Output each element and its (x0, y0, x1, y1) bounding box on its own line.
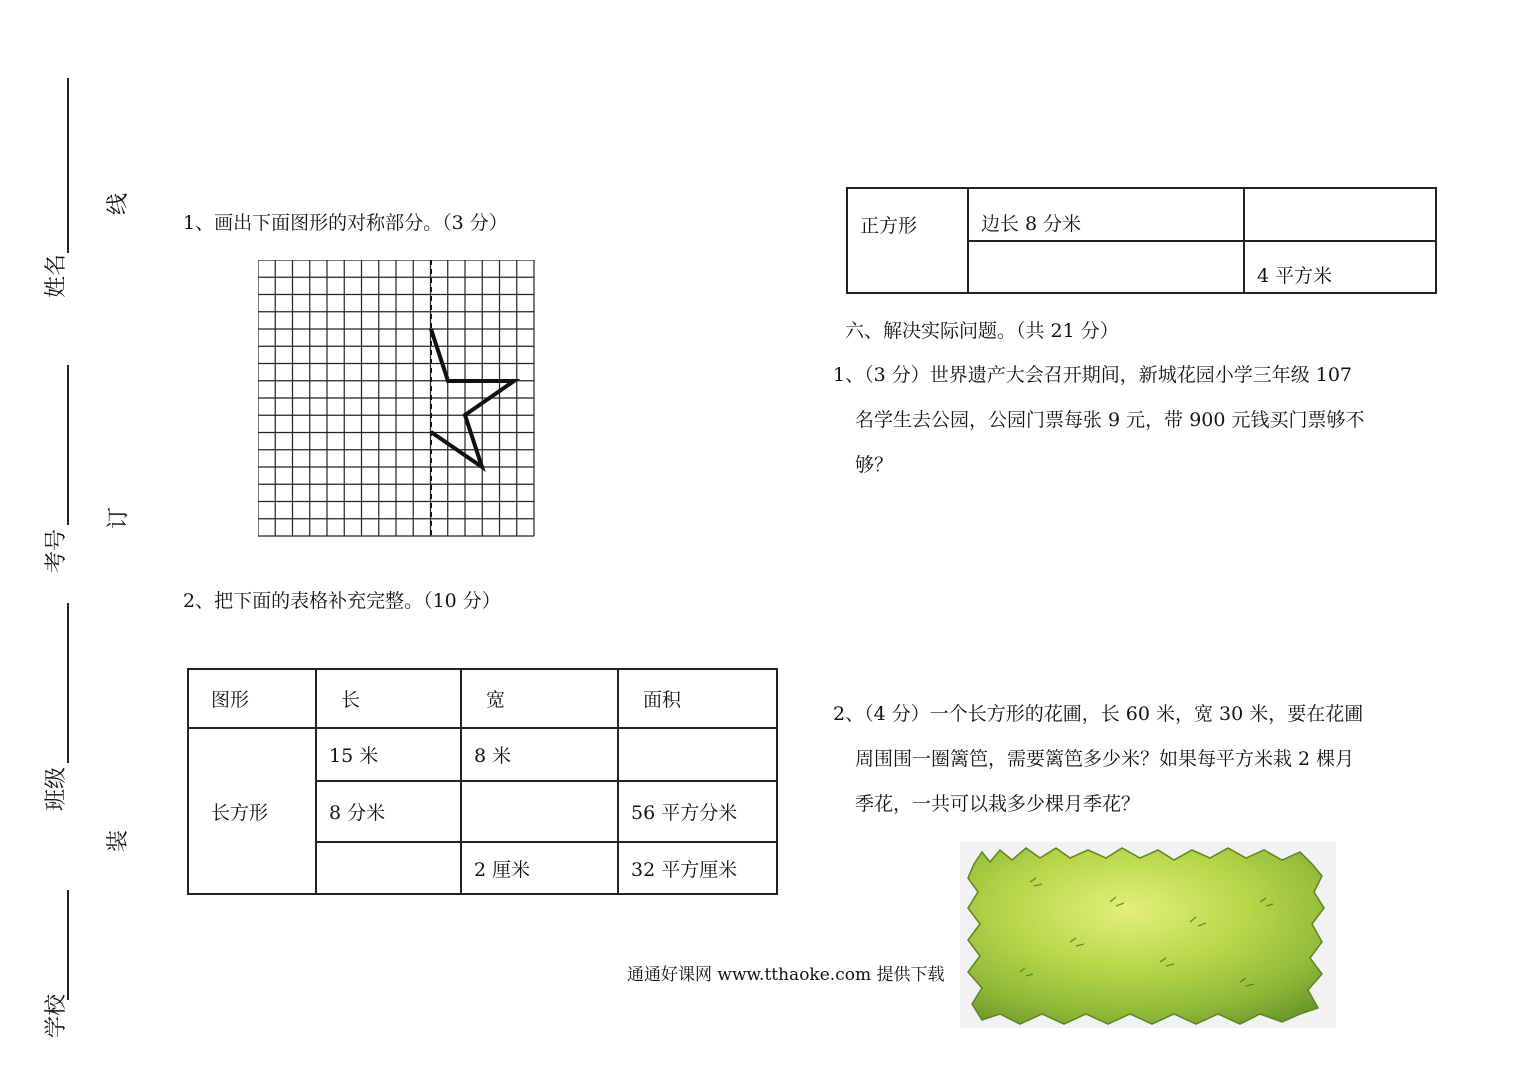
problem-1-line: 够？ (855, 454, 894, 476)
footer-download: 通通好课网 www.tthaoke.com 提供下载 (627, 965, 945, 985)
table-cell: 8 米 (461, 728, 618, 781)
header-length: 长 (316, 669, 461, 728)
question-2: 2、把下面的表格补充完整。（10 分） (183, 590, 501, 612)
table-cell: 2 厘米 (461, 842, 618, 894)
class-label: 班级 (44, 766, 69, 811)
problem-2-line: 季花，一共可以栽多少棵月季花？ (855, 793, 1141, 815)
table-cell (968, 241, 1244, 293)
square-table (846, 187, 1437, 294)
table-cell: 15 米 (316, 728, 461, 781)
table-cell: 8 分米 (316, 781, 461, 842)
table-cell: 32 平方厘米 (618, 842, 777, 894)
table-cell (461, 781, 618, 842)
school-label: 学校 (44, 993, 69, 1038)
problem-2 (833, 692, 1433, 827)
header-area: 面积 (618, 669, 777, 728)
problem-1-line: 1、（3 分）世界遗产大会召开期间，新城花园小学三年级 107 (833, 364, 1353, 386)
margin-line (67, 890, 69, 1000)
shape-rectangle: 长方形 (188, 728, 316, 894)
section-6-title: 六、解决实际问题。（共 21 分） (845, 320, 1119, 342)
table-cell: 56 平方分米 (618, 781, 777, 842)
header-width: 宽 (461, 669, 618, 728)
question-1: 1、画出下面图形的对称部分。（3 分） (183, 212, 508, 234)
name-label: 姓名 (44, 253, 69, 298)
rectangle-table (187, 668, 778, 895)
table-cell (1244, 188, 1436, 241)
margin-line (67, 365, 69, 525)
symmetry-grid-figure (258, 260, 538, 540)
problem-2-line: 2、（4 分）一个长方形的花圃，长 60 米，宽 30 米，要在花圃 (833, 703, 1364, 725)
margin-line (67, 78, 69, 253)
header-shape: 图形 (188, 669, 316, 728)
seal-char-pack: 装 (106, 829, 131, 852)
table-cell: 边长 8 分米 (968, 188, 1244, 241)
seal-char-line: 线 (106, 192, 131, 215)
shape-square: 正方形 (847, 188, 968, 293)
problem-2-line: 周围围一圈篱笆，需要篱笆多少米？如果每平方米栽 2 棵月 (855, 748, 1355, 770)
exam-number-label: 考号 (44, 528, 69, 573)
table-cell: 4 平方米 (1244, 241, 1436, 293)
problem-1-line: 名学生去公园，公园门票每张 9 元，带 900 元钱买门票够不 (855, 409, 1365, 431)
grass-plot-illustration (960, 842, 1336, 1028)
margin-line (67, 603, 69, 763)
problem-1 (833, 353, 1433, 488)
table-cell (316, 842, 461, 894)
table-cell (618, 728, 777, 781)
seal-char-bind: 订 (106, 506, 131, 529)
